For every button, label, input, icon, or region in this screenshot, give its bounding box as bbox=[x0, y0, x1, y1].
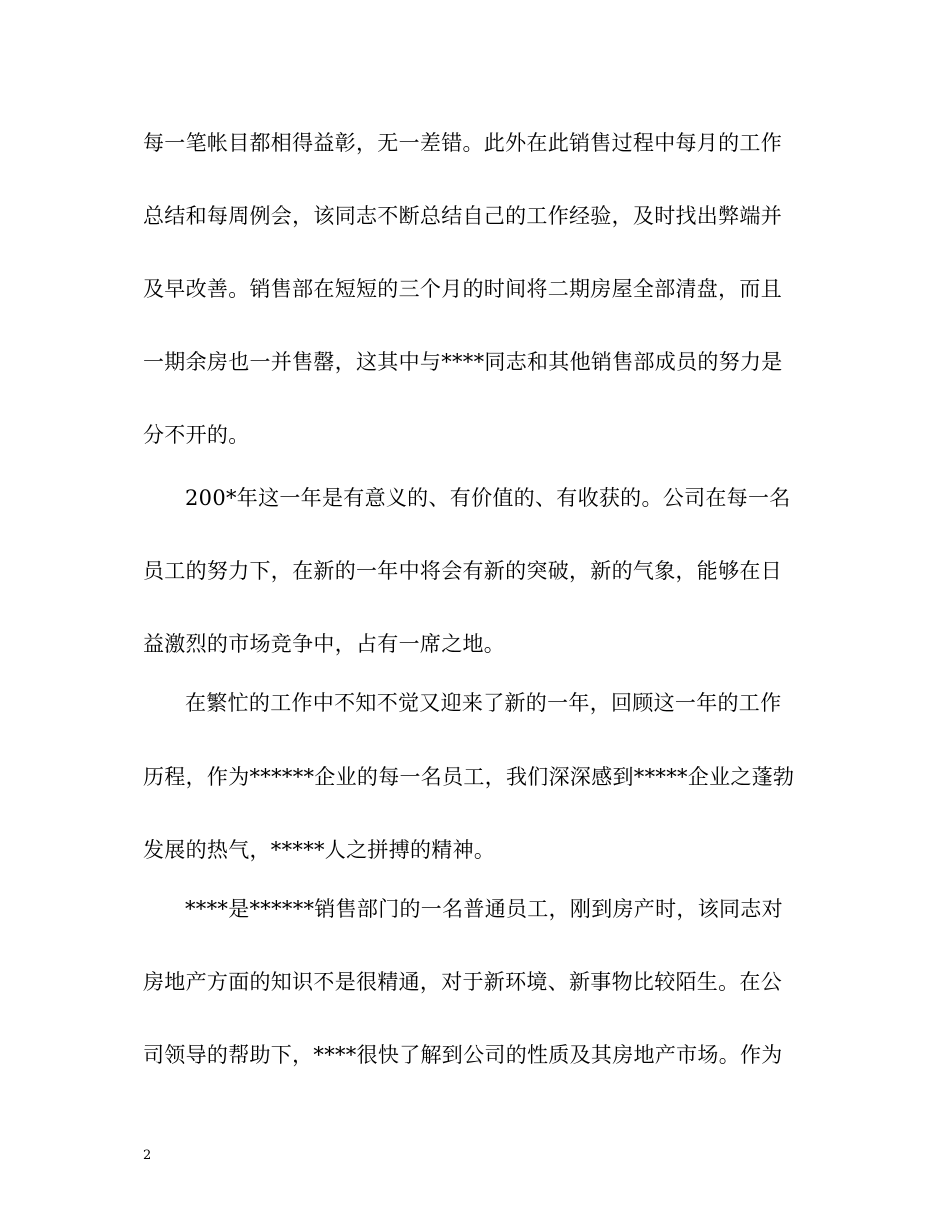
text-line: 及早改善。销售部在短短的三个月的时间将二期房屋全部清盘，而且 bbox=[143, 277, 782, 301]
text-line: 历程，作为******企业的每一名员工，我们深深感到*****企业之蓬勃 bbox=[143, 765, 795, 789]
text-line: 总结和每周例会，该同志不断总结自己的工作经验，及时找出弊端并 bbox=[143, 204, 782, 228]
text-line: 每一笔帐目都相得益彰，无一差错。此外在此销售过程中每月的工作 bbox=[143, 131, 782, 155]
paragraph-first-line: 200*年这一年是有意义的、有价值的、有收获的。公司在每一名 bbox=[185, 486, 791, 510]
text-line: 发展的热气，*****人之拼搏的精神。 bbox=[143, 838, 496, 862]
text-line: 一期余房也一并售罄，这其中与****同志和其他销售部成员的努力是 bbox=[143, 350, 783, 374]
page-number: 2 bbox=[143, 1148, 152, 1163]
paragraph-first-line: ****是******销售部门的一名普通员工，刚到房产时，该同志对 bbox=[185, 897, 783, 921]
text-line: 益激烈的市场竞争中，占有一席之地。 bbox=[143, 632, 506, 656]
text-line: 员工的努力下，在新的一年中将会有新的突破，新的气象，能够在日 bbox=[143, 559, 782, 583]
text-line: 房地产方面的知识不是很精通，对于新环境、新事物比较陌生。在公 bbox=[143, 970, 782, 994]
text-line: 分不开的。 bbox=[143, 423, 250, 447]
text-line: 司领导的帮助下，****很快了解到公司的性质及其房地产市场。作为 bbox=[143, 1043, 783, 1067]
paragraph-first-line: 在繁忙的工作中不知不觉又迎来了新的一年，回顾这一年的工作 bbox=[185, 691, 782, 715]
